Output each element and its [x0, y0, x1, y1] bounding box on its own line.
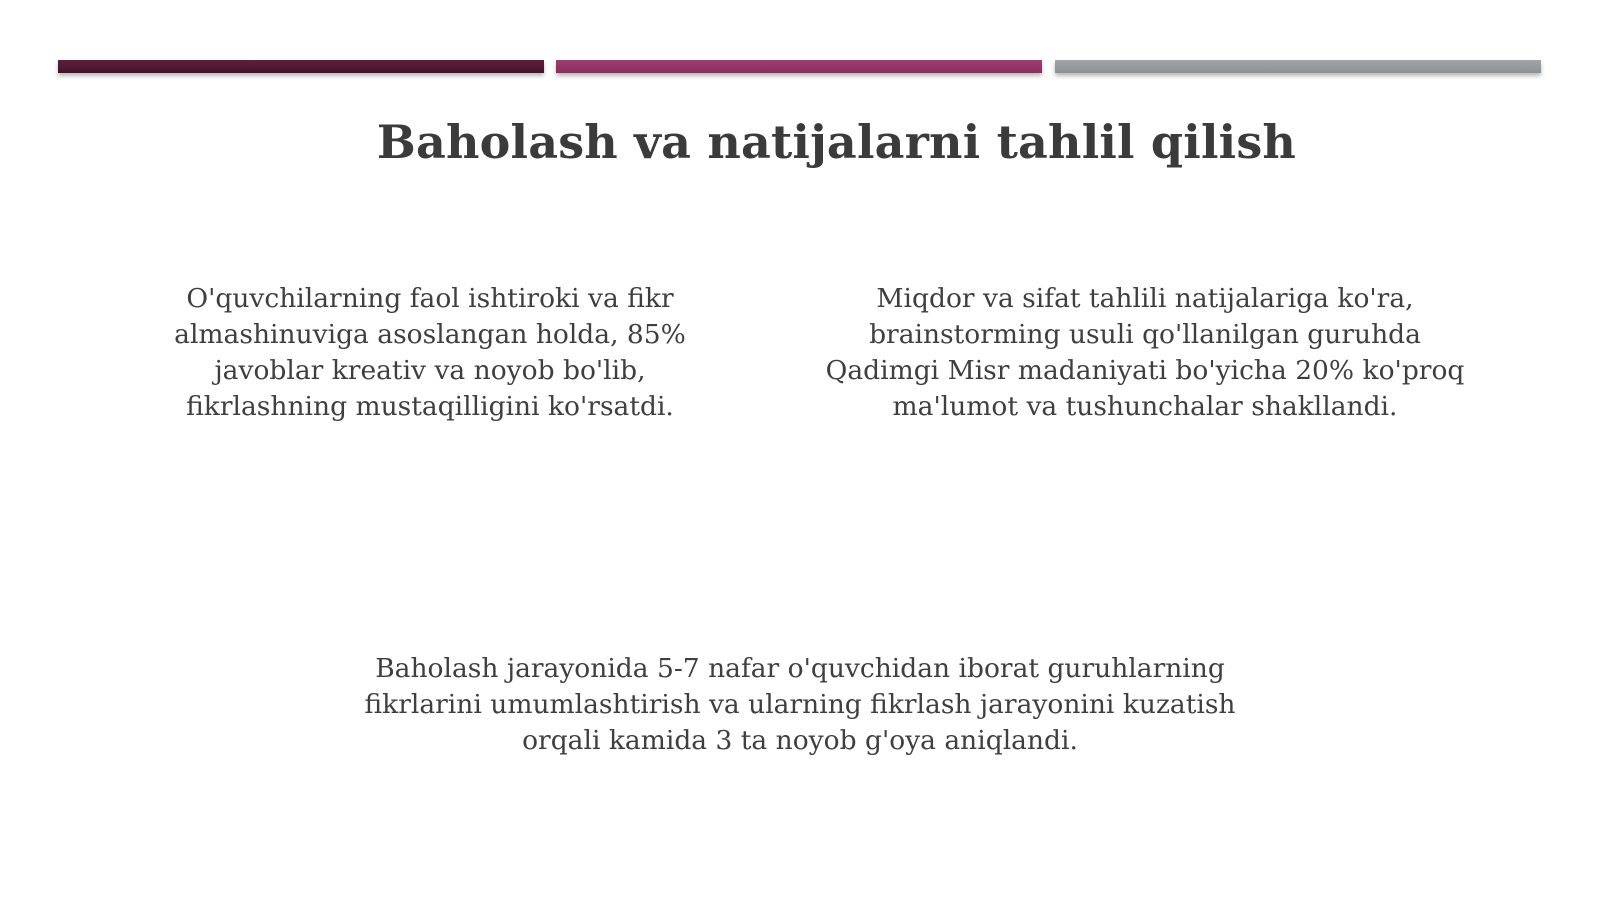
- text-block-analysis-results: Miqdor va sifat tahlili natijalariga ko'ra, brainstorming usuli qo'llanilgan guruhda Qadimgi Misr madaniyati bo'yicha 20% ko'proq ma'lumot va tushunchalar shakllandi.: [825, 283, 1465, 422]
- text-block-group-evaluation: Baholash jarayonida 5-7 nafar o'quvchidan iborat guruhlarning fikrlarini umumlashtirish va ularning fikrlash jarayonini kuzatish orqali kamida 3 ta noyob g'oya aniqlandi.: [364, 653, 1236, 756]
- slide-title: Baholash va natijalarni tahlil qilish: [376, 115, 1297, 169]
- accent-bar-dark-maroon: [58, 60, 544, 73]
- text-block-participation: O'quvchilarning faol ishtiroki va fikr almashinuviga asoslangan holda, 85% javoblar kreativ va noyob bo'lib, fikrlashning mustaqilligini ko'rsatdi.: [174, 283, 686, 422]
- accent-bar-magenta: [556, 60, 1042, 73]
- accent-bar-gray: [1055, 60, 1541, 73]
